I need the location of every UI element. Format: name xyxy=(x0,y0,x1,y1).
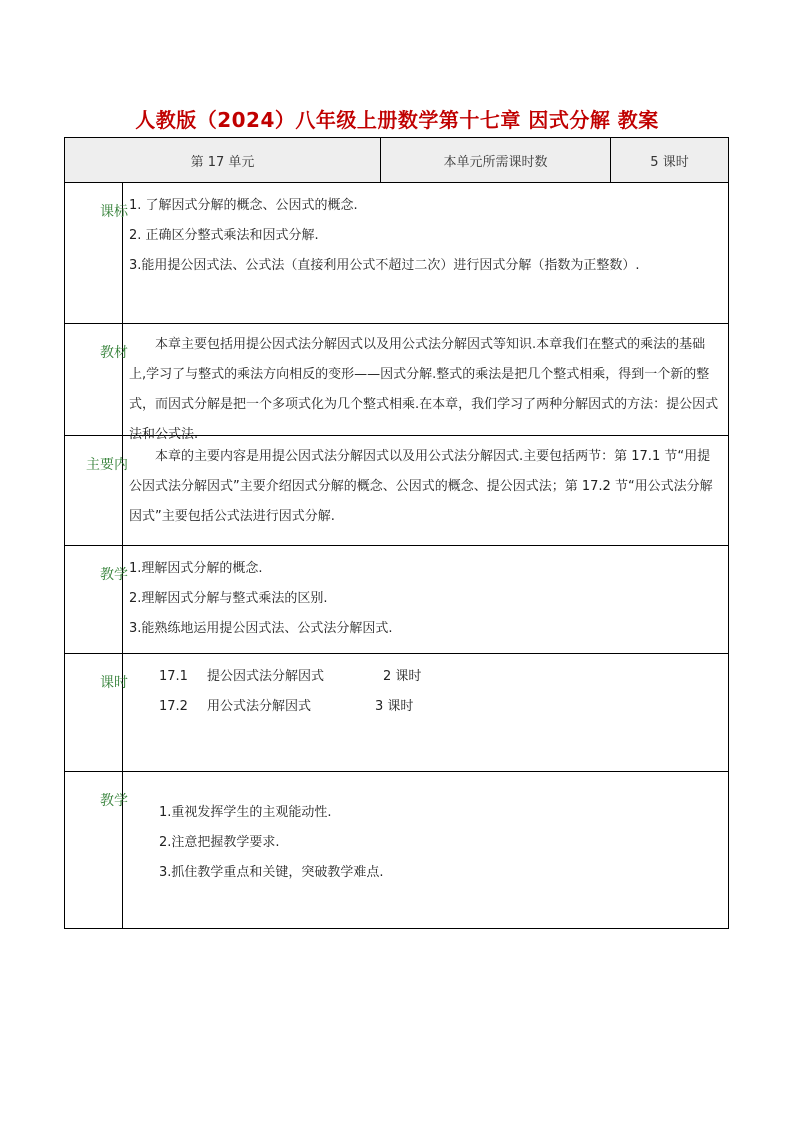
schedule-item xyxy=(129,662,720,692)
objectives-content xyxy=(123,183,728,323)
objective-item: 3.能用提公因式法、公式法（直接利用公式不超过二次）进行因式分解（指数为正整数）. xyxy=(129,258,640,273)
schedule-item-number: 17.2 xyxy=(159,699,188,714)
schedule-item-hours: 3 课时 xyxy=(375,699,414,714)
analysis-label-cell xyxy=(65,324,128,435)
key-points-label: 教学 xyxy=(100,567,128,583)
schedule-row xyxy=(64,654,729,772)
suggestions-content xyxy=(123,772,728,928)
key-point-item: 1.理解因式分解的概念. xyxy=(129,561,263,576)
key-points-content xyxy=(123,546,728,653)
objective-item: 2. 正确区分整式乘法和因式分解. xyxy=(129,228,319,243)
suggestion-item: 1.重视发挥学生的主观能动性. xyxy=(159,805,332,820)
suggestions-row xyxy=(64,772,729,929)
schedule-item xyxy=(129,692,720,722)
schedule-item-number: 17.1 xyxy=(159,669,188,684)
unit-cell: 第 17 单元 xyxy=(65,138,381,182)
schedule-item-topic: 提公因式法分解因式 xyxy=(207,669,325,684)
objectives-label: 课标 xyxy=(100,204,128,220)
key-point-item: 2.理解因式分解与整式乘法的区别. xyxy=(129,591,328,606)
schedule-content xyxy=(123,654,728,771)
table-header-row xyxy=(64,137,729,183)
key-points-row xyxy=(64,546,729,654)
analysis-row xyxy=(64,324,729,442)
lesson-plan-table xyxy=(64,137,729,929)
schedule-item-topic: 用公式法分解因式 xyxy=(207,699,312,714)
main-content-text: 本章的主要内容是用提公因式法分解因式以及用公式法分解因式.主要包括两节：第 17.1 节“用提公因式法分解因式”主要介绍因式分解的概念、公因式的概念、提公因式法；第 17.2 节“用公式法分解因式”主要包括公式法进行因式分解. xyxy=(129,449,713,524)
objectives-label-cell xyxy=(65,183,128,323)
analysis-label: 教材 xyxy=(100,345,128,361)
suggestions-label: 教学 xyxy=(100,793,128,809)
suggestion-item: 3.抓住教学重点和关键，突破教学难点. xyxy=(159,865,384,880)
main-content-label-cell xyxy=(65,436,128,545)
main-content-row xyxy=(64,436,729,546)
key-points-label-cell xyxy=(65,546,128,653)
suggestion-item: 2.注意把握教学要求. xyxy=(159,835,280,850)
main-content-content xyxy=(123,436,728,545)
hours-label-cell: 本单元所需课时数 xyxy=(381,138,611,182)
schedule-item-hours: 2 课时 xyxy=(383,669,422,684)
hours-value-cell: 5 课时 xyxy=(650,154,689,170)
main-content-label: 主要内 xyxy=(86,457,128,473)
suggestions-label-cell xyxy=(65,772,128,928)
document-title: 人教版（2024）八年级上册数学第十七章 因式分解 教案 xyxy=(135,108,659,132)
schedule-label-cell xyxy=(65,654,128,771)
schedule-label: 课时 xyxy=(100,675,128,691)
analysis-content xyxy=(123,324,728,442)
objectives-row xyxy=(64,183,729,324)
objective-item: 1. 了解因式分解的概念、公因式的概念. xyxy=(129,198,358,213)
analysis-text: 本章主要包括用提公因式法分解因式以及用公式法分解因式等知识.本章我们在整式的乘法的基础上,学习了与整式的乘法方向相反的变形——因式分解.整式的乘法是把几个整式相乘，得到一个新的整式，而因式分解是把一个多项式化为几个整式相乘.在本章，我们学习了两种分解因式的方法：提公因式法和公式法. xyxy=(129,337,719,442)
key-point-item: 3.能熟练地运用提公因式法、公式法分解因式. xyxy=(129,621,393,636)
